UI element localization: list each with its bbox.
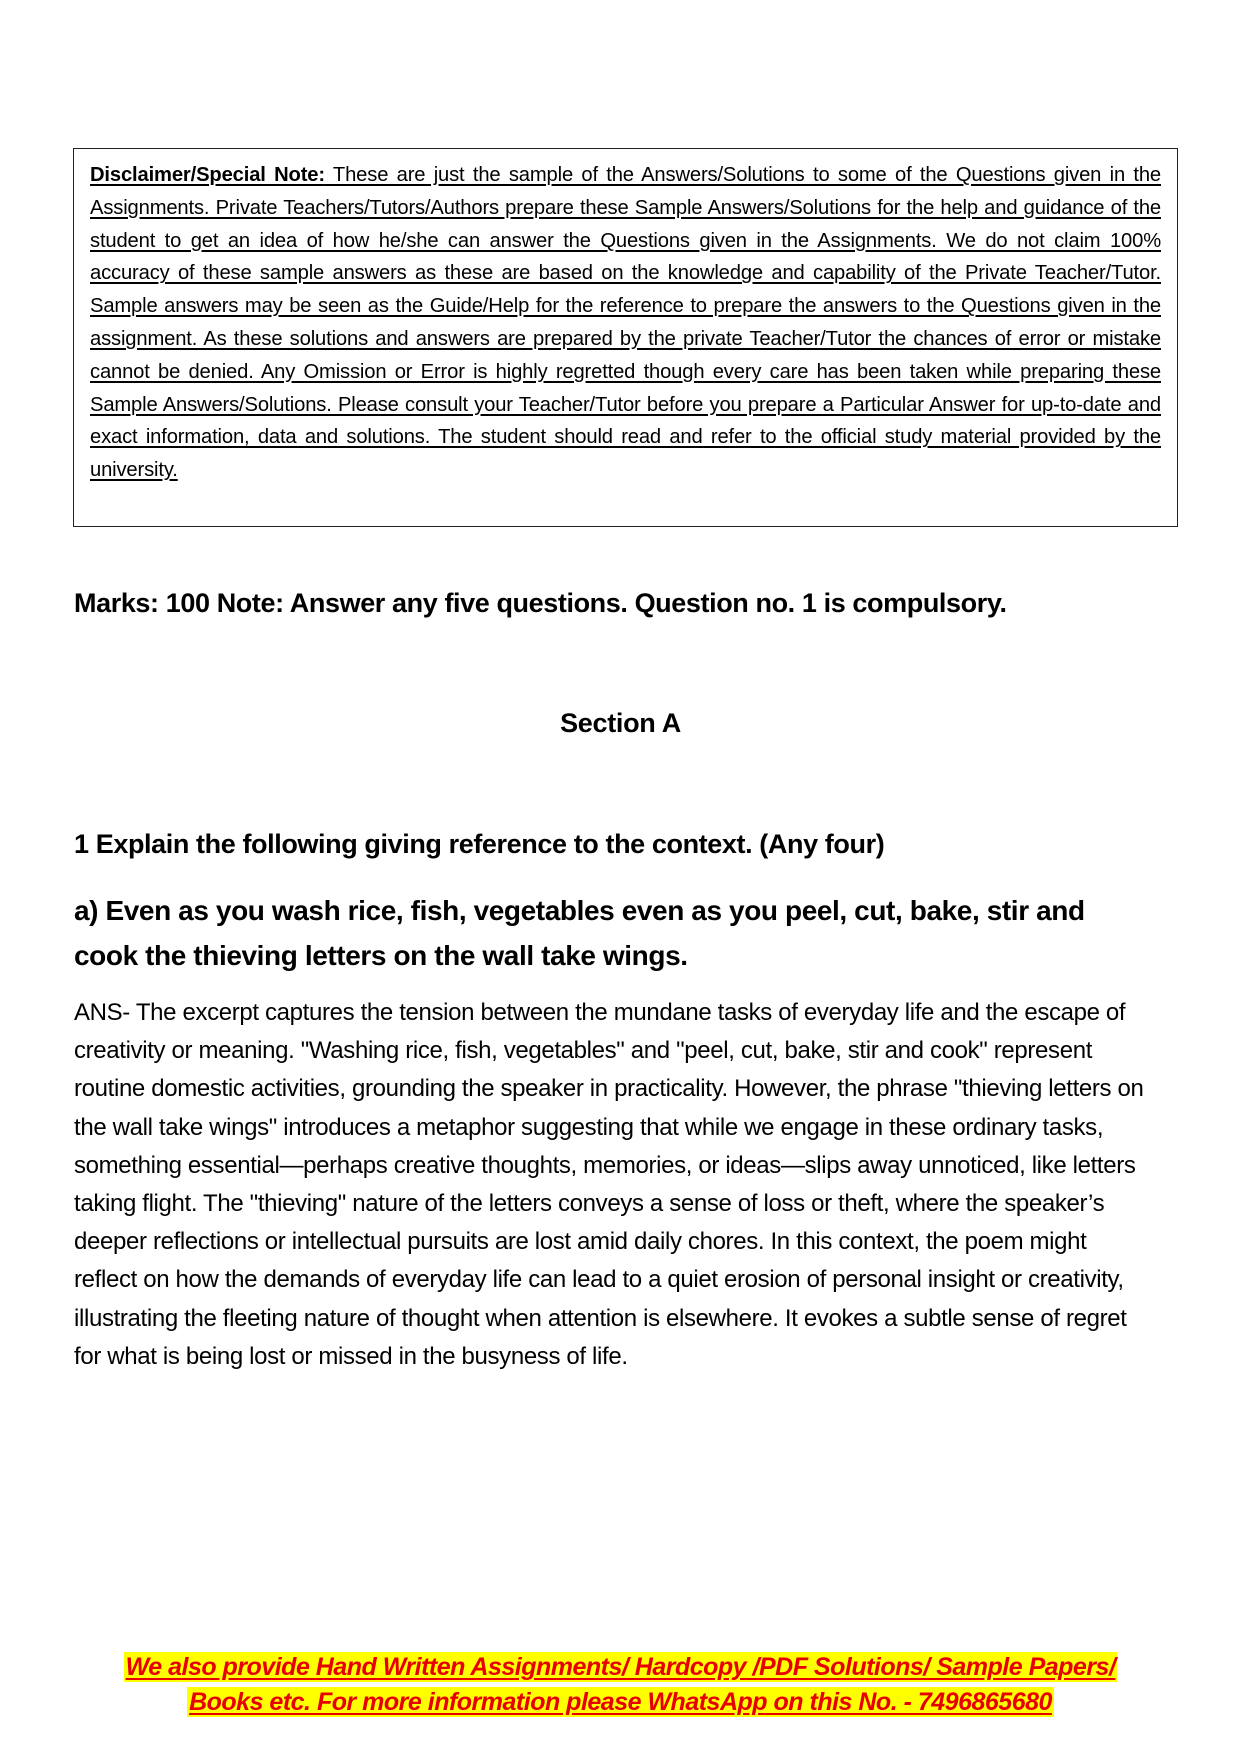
disclaimer-body: These are just the sample of the Answers/Solutions to some of the Questions given in the Assignments. Private Teachers/Tutors/Authors prepare these Sample Answers/Solutions for the help and guidance of the student to get an idea of how he/she can answer the Questions given in the Assignments. We do not claim 100% accuracy of these sample answers as these are based on the knowledge and capability of the Private Teacher/Tutor. Sample answers may be seen as the Guide/Help for the reference to prepare the answers to the Questions given in the assignment. As these solutions and answers are prepared by the private Teacher/Tutor the chances of error or mistake cannot be denied. Any Omission or Error is highly regretted though every care has been taken while preparing these Sample Answers/Solutions. Please consult your Teacher/Tutor before you prepare a Particular Answer for up-to-date and exact information, data and solutions. The student should read and refer to the official study material provided by the university. — [90, 164, 1161, 482]
disclaimer-box — [73, 148, 1178, 527]
question-part-a: a) Even as you wash rice, fish, vegetables even as you peel, cut, bake, stir and cook the thieving letters on the wall take wings. — [74, 895, 1085, 971]
question-intro: 1 Explain the following giving reference to the context. (Any four) — [74, 829, 885, 859]
disclaimer-label: Disclaimer/Special Note: — [90, 164, 325, 186]
footer-promo — [0, 1650, 1241, 1720]
answer-text: ANS- The excerpt captures the tension between the mundane tasks of everyday life and the escape of creativity or meaning. "Washing rice, fish, vegetables" and "peel, cut, bake, stir and cook" represent routine domestic activities, grounding the speaker in practicality. However, the phrase "thieving letters on the wall take wings" introduces a metaphor suggesting that while we engage in these ordinary tasks, something essential—perhaps creative thoughts, memories, or ideas—slips away unnoticed, like letters taking flight. The "thieving" nature of the letters conveys a sense of loss or theft, where the speaker’s deeper reflections or intellectual pursuits are lost amid daily chores. In this context, the poem might reflect on how the demands of everyday life can lead to a quiet erosion of personal insight or creativity, illustrating the fleeting nature of thought when attention is elsewhere. It evokes a subtle sense of regret for what is being lost or missed in the busyness of life. — [74, 999, 1144, 1370]
section-title: Section A — [560, 708, 681, 738]
disclaimer-text — [90, 159, 1161, 487]
footer-line-1: We also provide Hand Written Assignments/ Hardcopy /PDF Solutions/ Sample Papers/ — [125, 1653, 1116, 1681]
footer-line-2: Books etc. For more information please WhatsApp on this No. - 7496865680 — [189, 1688, 1052, 1716]
marks-note: Marks: 100 Note: Answer any five questions. Question no. 1 is compulsory. — [74, 588, 1007, 618]
